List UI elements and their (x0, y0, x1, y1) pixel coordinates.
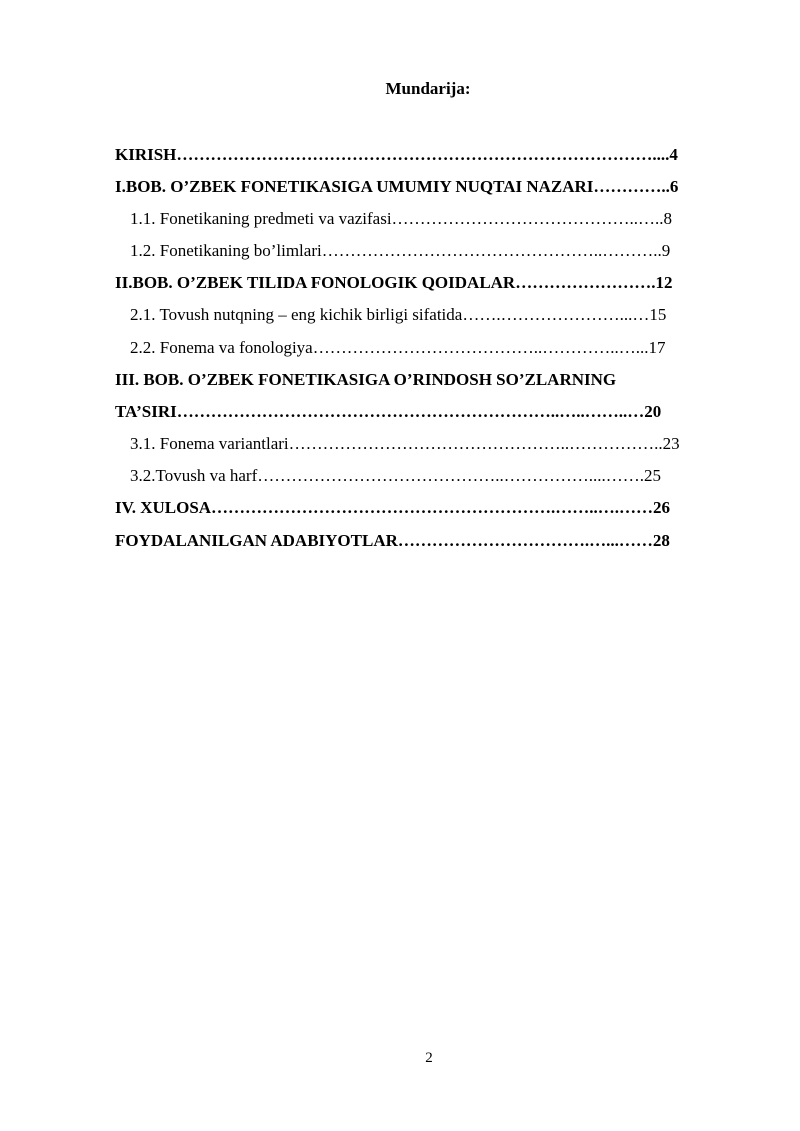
toc-entry-section-1-1: 1.1. Fonetikaning predmeti va vazifasi……………………………………..…..8 (130, 209, 673, 228)
toc-entry-section-2-2: 2.2. Fonema va fonologiya…………………………………..…………..…...17 (130, 338, 666, 357)
toc-entry-chapter-1: I.BOB. O’ZBEK FONETIKASIGA UMUMIY NUQTAI NAZARI…………..6 (115, 177, 679, 196)
toc-entry-section-2-1: 2.1. Tovush nutqning – eng kichik birligi sifatida…….…………………...…15 (130, 305, 667, 324)
toc-entry-adabiyotlar: FOYDALANILGAN ADABIYOTLAR…………………………….…...……28 (115, 531, 670, 550)
page-number: 2 (425, 1050, 433, 1066)
toc-entry-section-3-2: 3.2.Tovush va harf……………………………………..……………....…….25 (130, 466, 661, 485)
toc-entry-chapter-3-line-2: TA’SIRI…………………………………………………………..…..……..…20 (115, 402, 662, 421)
toc-entry-chapter-2: II.BOB. O’ZBEK TILIDA FONOLOGIK QOIDALAR…………………….12 (115, 273, 673, 292)
toc-entry-chapter-3-line-1: III. BOB. O’ZBEK FONETIKASIGA O’RINDOSH SO’ZLARNING (115, 370, 617, 389)
toc-title: Mundarija: (385, 79, 471, 98)
toc-entry-xulosa: IV. XULOSA…………………………………………………….……..….……26 (115, 498, 671, 517)
toc-entry-section-1-2: 1.2. Fonetikaning bo’limlari…………………………………………..………..9 (130, 241, 671, 260)
toc-entry-section-3-1: 3.1. Fonema variantlari…………………………………………..……………..23 (130, 434, 680, 453)
toc-entry-kirish: KIRISH…………………………………………………………………………....4 (115, 145, 678, 164)
